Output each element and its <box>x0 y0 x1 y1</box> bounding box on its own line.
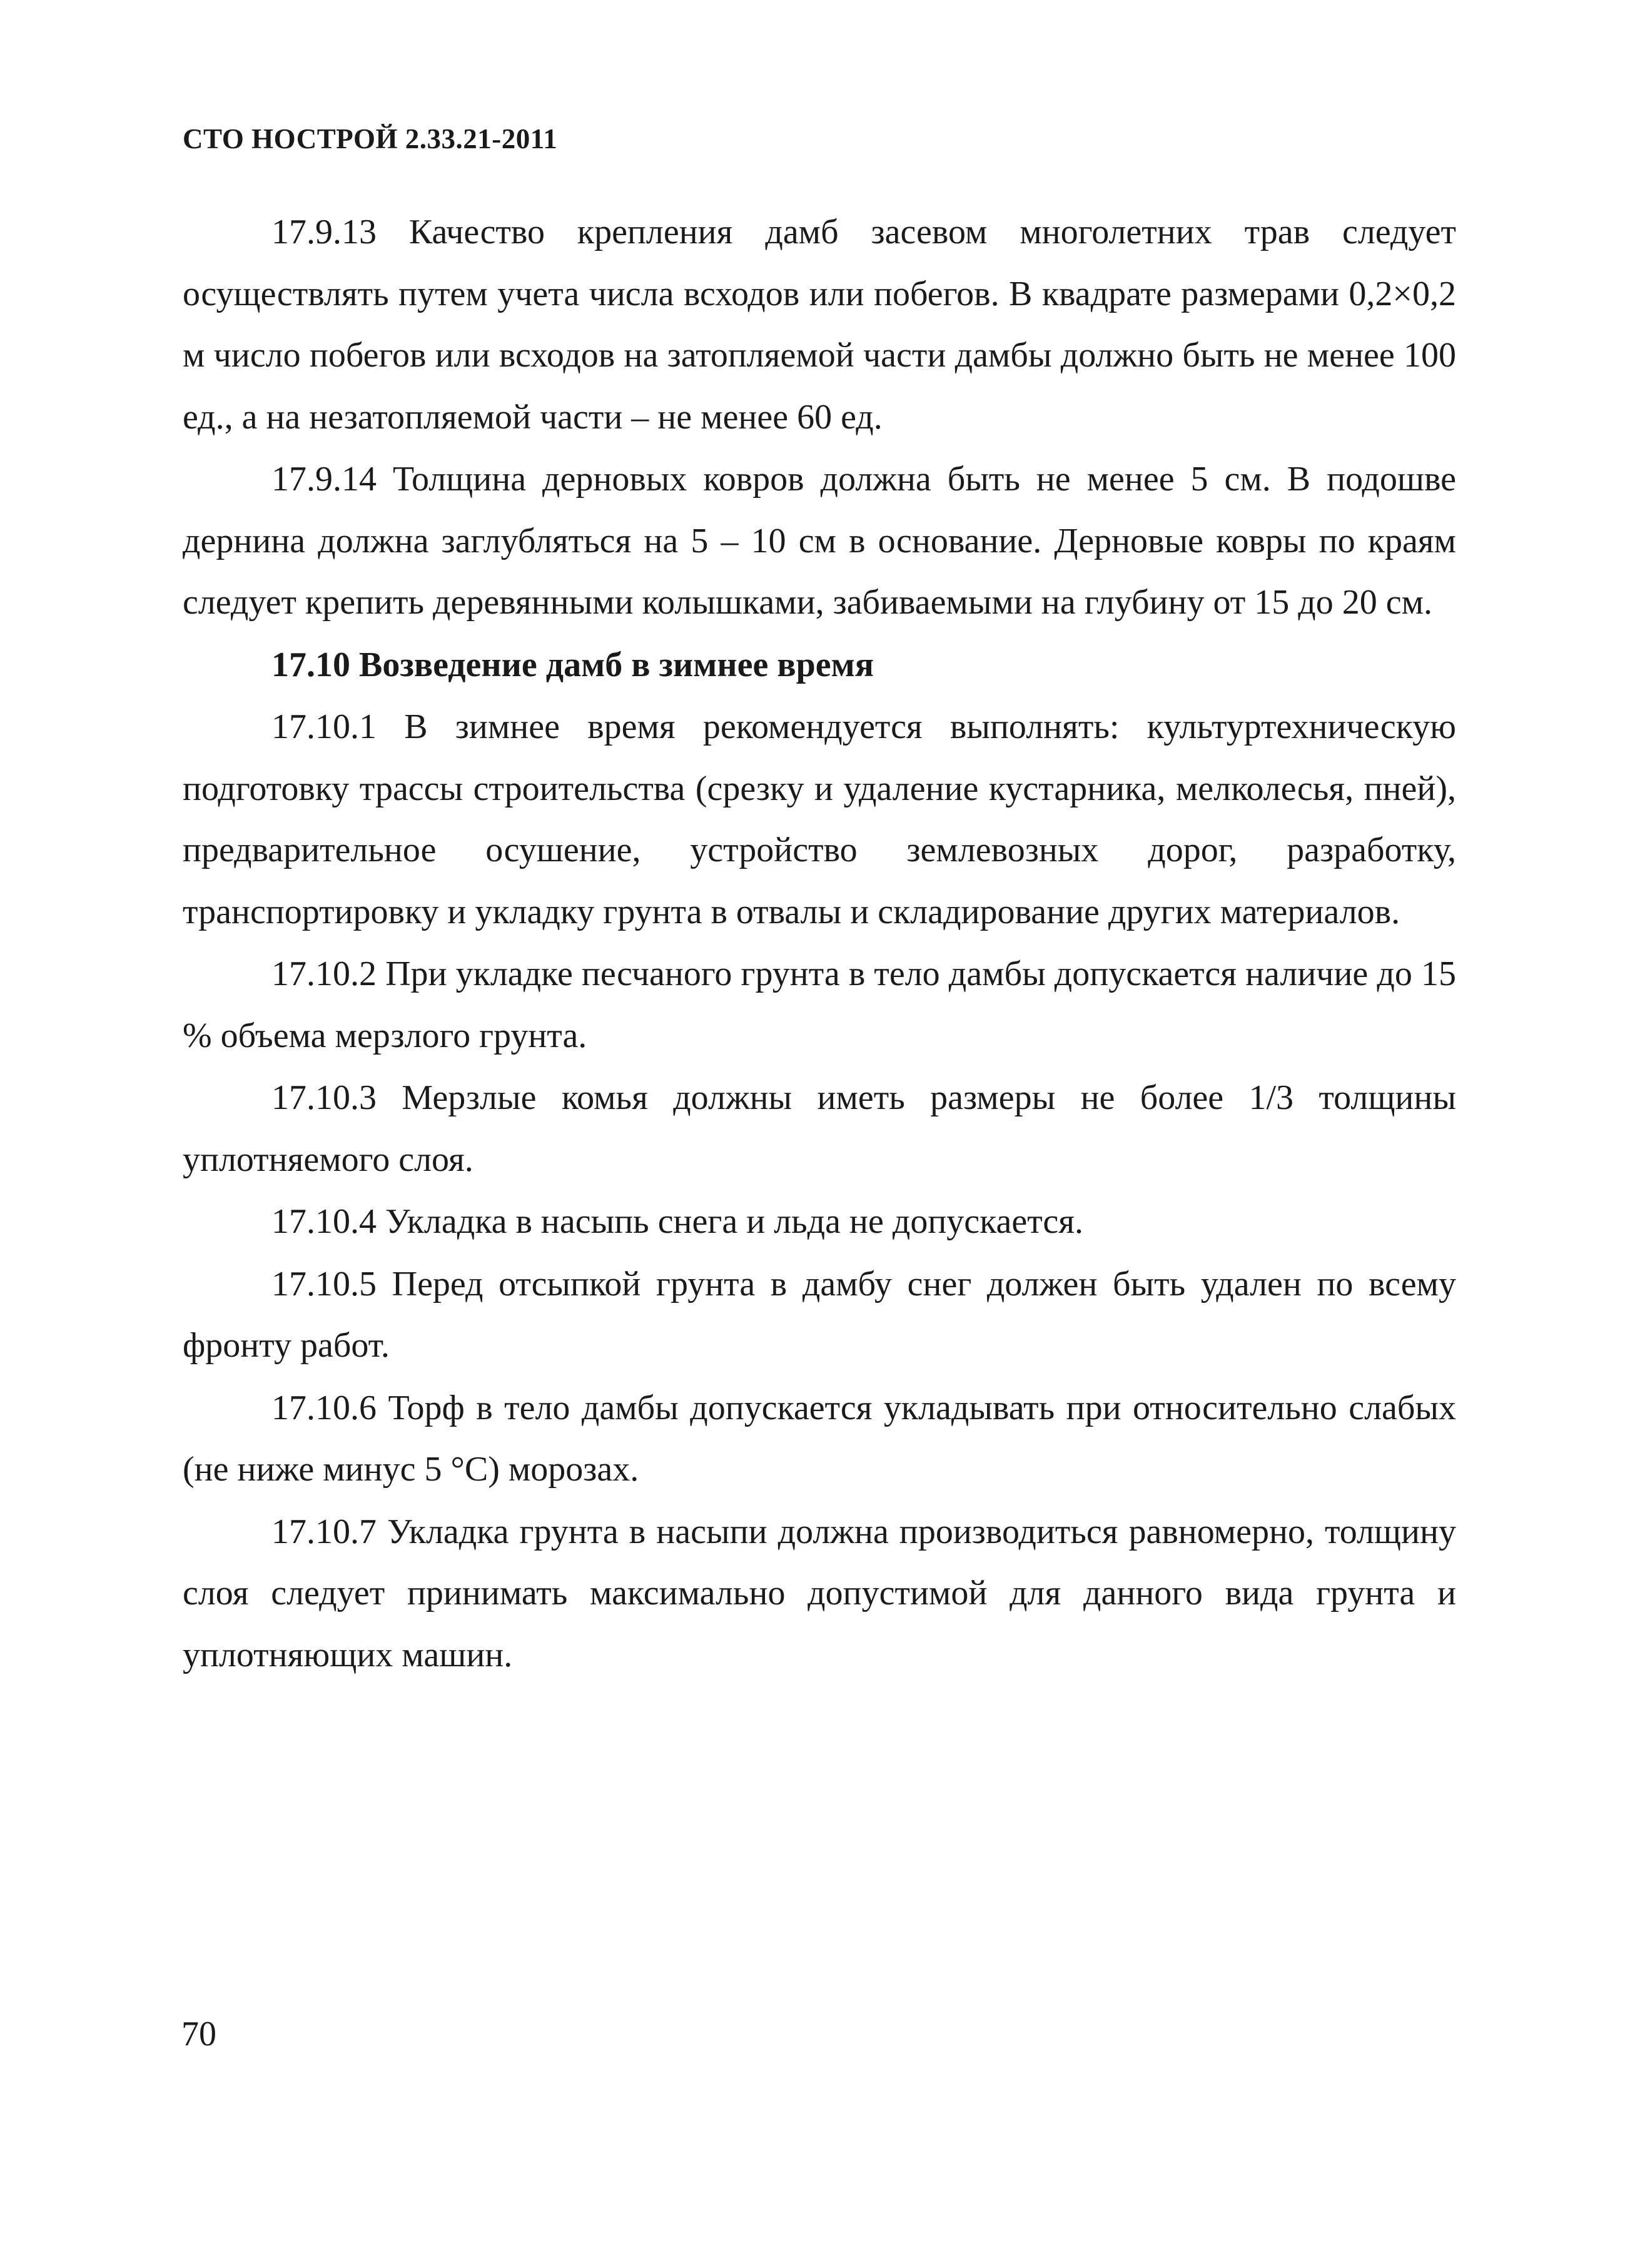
paragraph-17-10-6: 17.10.6 Торф в тело дамбы допускается укладывать при относительно слабых (не ниже минус 5 °С) морозах. <box>183 1388 1456 1489</box>
section-heading-17-10: 17.10 Возведение дамб в зимнее время <box>271 645 874 684</box>
paragraph-17-9-13: 17.9.13 Качество крепления дамб засевом многолетних трав следует осуществлять путем учета числа всходов или побегов. В квадрате размерами 0,2×0,2 м число побегов или всходов на затопляемой части дамбы должно быть не менее 100 ед., а на незатопляемой части – не менее 60 ед. <box>183 213 1456 437</box>
paragraph-17-10-1: 17.10.1 В зимнее время рекомендуется выполнять: культуртехническую подготовку трассы строительства (срезку и удаление кустарника, мелколесья, пней), предварительное осушение, устройство землевозных дорог, разработку, транспортировку и укладку грунта в отвалы и складирование других материалов. <box>183 707 1456 931</box>
document-code-header: СТО НОСТРОЙ 2.33.21-2011 <box>183 123 558 154</box>
paragraph-17-9-14: 17.9.14 Толщина дерновых ковров должна быть не менее 5 см. В подошве дернина должна заглубляться на 5 – 10 см в основание. Дерновые ковры по краям следует крепить деревянными колышками, забиваемыми на глубину от 15 до 20 см. <box>183 460 1456 622</box>
paragraph-17-10-3: 17.10.3 Мерзлые комья должны иметь размеры не более 1/3 толщины уплотняемого слоя. <box>183 1078 1456 1179</box>
document-body <box>183 201 1456 1686</box>
paragraph-17-10-7: 17.10.7 Укладка грунта в насыпи должна производиться равномерно, толщину слоя следует принимать максимально допустимой для данного вида грунта и уплотняющих машин. <box>183 1512 1456 1674</box>
paragraph-17-10-5: 17.10.5 Перед отсыпкой грунта в дамбу снег должен быть удален по всему фронту работ. <box>183 1264 1456 1365</box>
paragraph-17-10-2: 17.10.2 При укладке песчаного грунта в тело дамбы допускается наличие до 15 % объема мерзлого грунта. <box>183 954 1456 1055</box>
page-number: 70 <box>181 2015 216 2053</box>
paragraph-17-10-4: 17.10.4 Укладка в насыпь снега и льда не допускается. <box>271 1202 1083 1241</box>
